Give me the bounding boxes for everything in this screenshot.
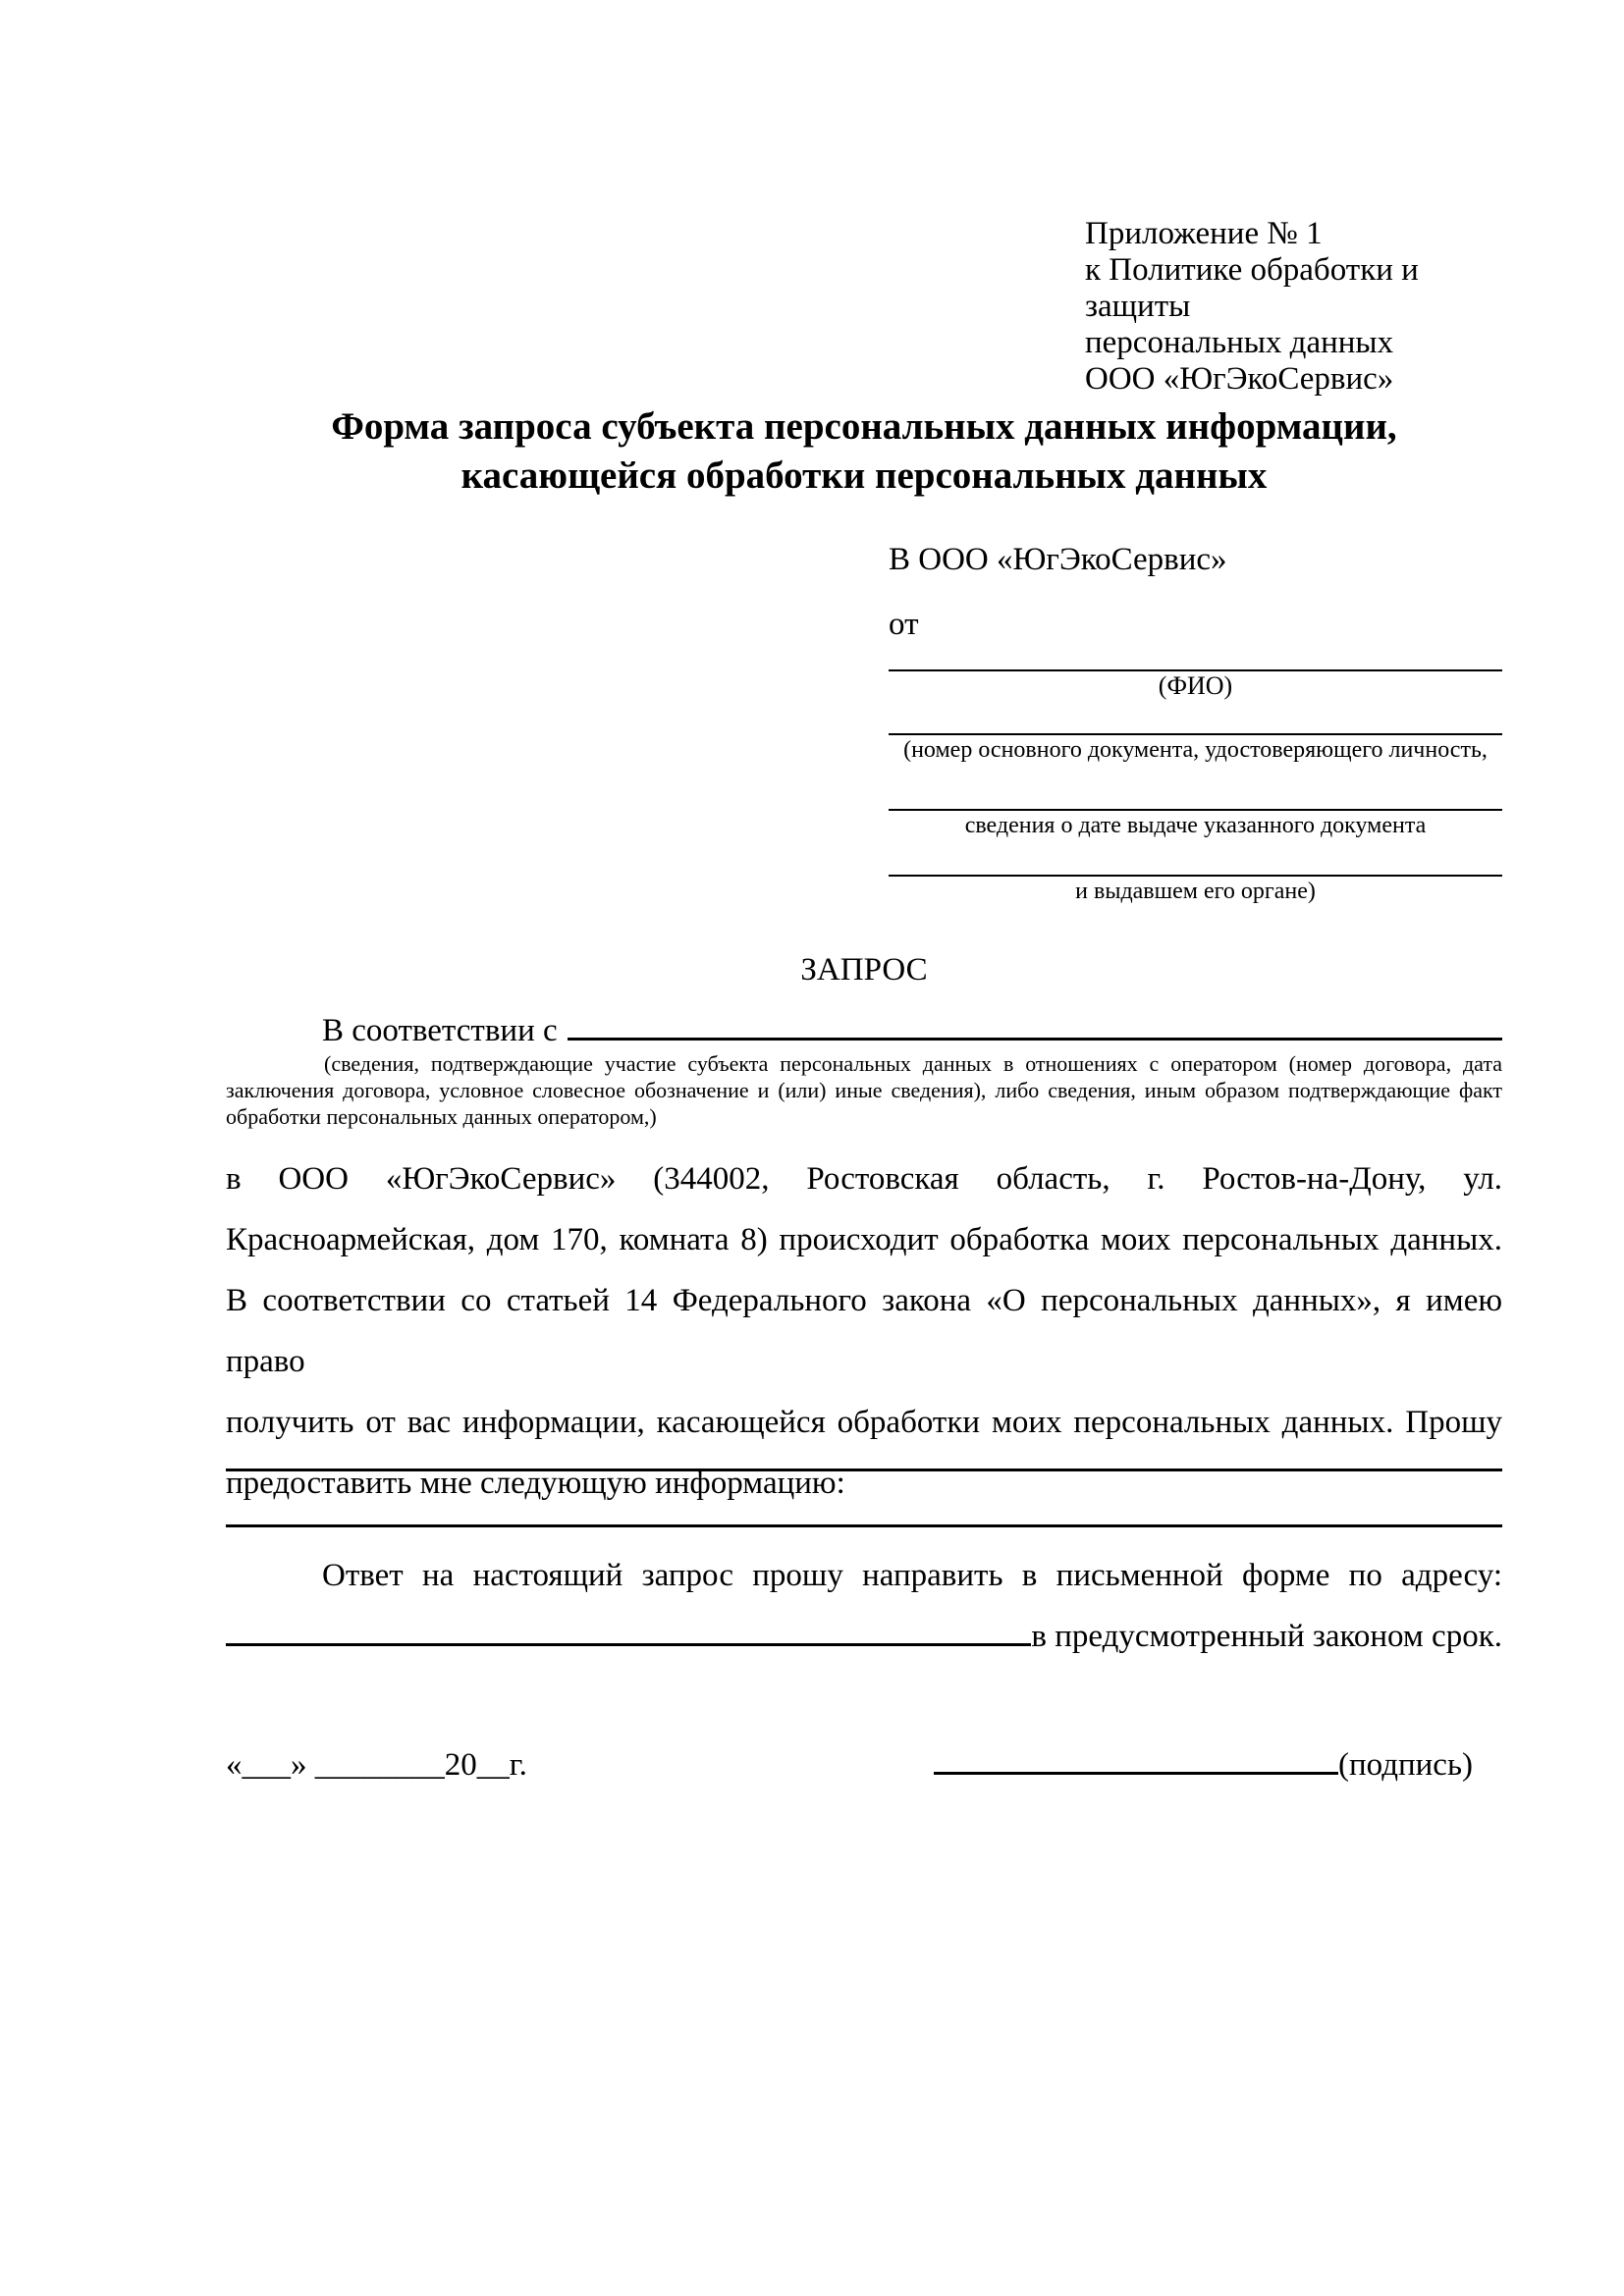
date-signature-row bbox=[226, 1743, 1502, 1787]
appendix-header bbox=[1085, 216, 1517, 398]
request-note-line: обработки персональных данных оператором,) bbox=[226, 1104, 657, 1129]
signature-group bbox=[934, 1743, 1473, 1787]
answer-suffix: в предусмотренный законом срок. bbox=[1031, 1619, 1502, 1654]
date-field[interactable]: «___» ________20__г. bbox=[226, 1747, 527, 1783]
appendix-header-line: ООО «ЮгЭкоСервис» bbox=[1085, 361, 1394, 397]
request-basis-field-line[interactable] bbox=[568, 1038, 1502, 1041]
body-paragraph bbox=[226, 1148, 1502, 1514]
document-number-field-line[interactable] bbox=[889, 701, 1502, 735]
appendix-header-line: Приложение № 1 bbox=[1085, 216, 1323, 251]
answer-line-1: Ответ на настоящий запрос прошу направить в письменной форме по адресу: bbox=[322, 1558, 1502, 1593]
answer-paragraph bbox=[226, 1545, 1502, 1667]
signature-field-line[interactable] bbox=[934, 1772, 1338, 1775]
issuing-authority-caption: и выдавшем его органе) bbox=[1075, 879, 1316, 904]
appendix-header-line: персональных данных bbox=[1085, 325, 1394, 360]
issue-date-caption: сведения о дате выдаче указанного документа bbox=[964, 813, 1427, 838]
request-note-line: (сведения, подтверждающие участие субъекта персональных данных в отношениях с оператором (номер договора, дата bbox=[324, 1051, 1502, 1076]
document-title-line-2: касающейся обработки персональных данных bbox=[460, 454, 1268, 497]
body-line: Красноармейская, дом 170, комната 8) происходит обработка моих персональных данных. bbox=[226, 1222, 1502, 1257]
answer-line-2 bbox=[226, 1606, 1502, 1667]
body-line: в ООО «ЮгЭкоСервис» (344002, Ростовская область, г. Ростов-на-Дону, ул. bbox=[226, 1161, 1502, 1197]
fio-caption: (ФИО) bbox=[1158, 671, 1233, 700]
appendix-header-line: к Политике обработки и защиты bbox=[1085, 252, 1419, 324]
body-line: В соответствии со статьей 14 Федерального закона «О персональных данных», я имею право bbox=[226, 1283, 1502, 1379]
body-line: предоставить мне следующую информацию: bbox=[226, 1466, 845, 1501]
request-heading: ЗАПРОС bbox=[800, 952, 928, 988]
request-intro-label: В соответствии с bbox=[322, 1013, 558, 1048]
addressee-from-label: от bbox=[889, 607, 919, 642]
request-basis-row bbox=[226, 1009, 1502, 1052]
body-line: получить от вас информации, касающейся обработки моих персональных данных. Прошу bbox=[226, 1405, 1502, 1440]
document-number-caption: (номер основного документа, удостоверяющего личность, bbox=[903, 737, 1488, 763]
issue-date-field-line[interactable] bbox=[889, 765, 1502, 811]
addressee-block bbox=[889, 540, 1502, 906]
address-field-line[interactable] bbox=[226, 1643, 1031, 1646]
signature-caption: (подпись) bbox=[1338, 1747, 1473, 1783]
addressee-to: В ООО «ЮгЭкоСервис» bbox=[889, 542, 1227, 577]
document-title-line-1: Форма запроса субъекта персональных данных информации, bbox=[331, 405, 1397, 448]
request-note bbox=[226, 1050, 1502, 1130]
info-request-field-line-1[interactable] bbox=[226, 1468, 1502, 1471]
issuing-authority-field-line[interactable] bbox=[889, 840, 1502, 877]
request-note-line: заключения договора, условное словесное обозначение и (или) иные сведения), либо сведения, иным образом подтверждающие факт bbox=[226, 1078, 1502, 1102]
info-request-field-line-2[interactable] bbox=[226, 1524, 1502, 1527]
document-title bbox=[226, 402, 1502, 501]
fio-field-line[interactable] bbox=[889, 644, 1502, 671]
